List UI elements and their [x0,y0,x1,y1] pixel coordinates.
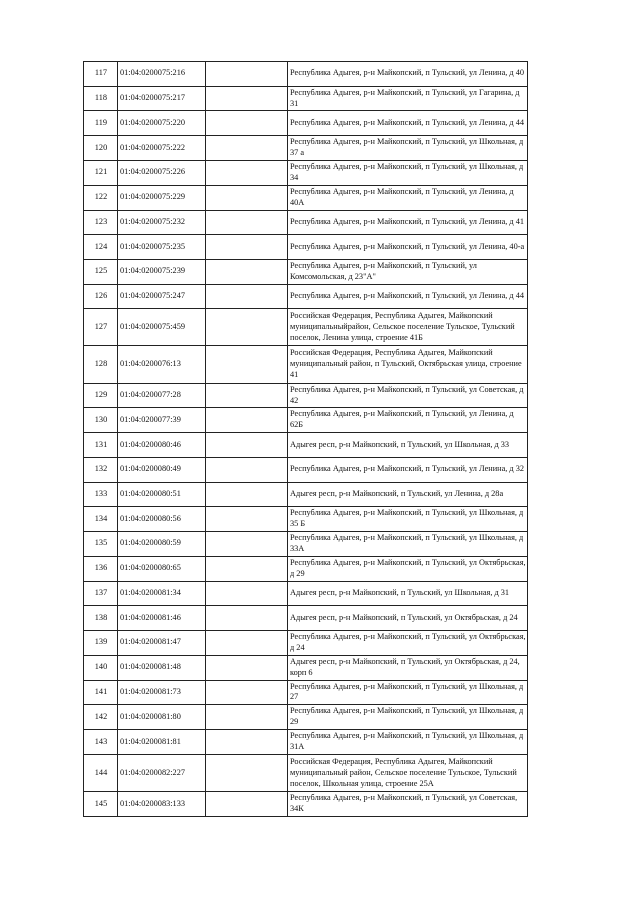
address-cell: Республика Адыгея, р-н Майкопский, п Тульский, ул Октябрьская, д 29 [288,556,528,581]
row-number-cell: 134 [84,507,118,532]
table-row [84,111,528,136]
table-row [84,433,528,458]
address-cell: Республика Адыгея, р-н Майкопский, п Тульский, ул Школьная, д 27 [288,680,528,705]
address-cell: Республика Адыгея, р-н Майкопский, п Тульский, ул Ленина, 40-а [288,235,528,260]
cadastral-number-cell: 01:04:0200075:220 [118,111,206,136]
address-cell: Республика Адыгея, р-н Майкопский, п Тульский, ул Школьная, д 37 а [288,136,528,161]
empty-cell [206,606,288,631]
empty-cell [206,383,288,408]
table-row [84,62,528,87]
cadastral-number-cell: 01:04:0200075:247 [118,284,206,309]
cadastral-number-cell: 01:04:0200082:227 [118,754,206,791]
empty-cell [206,309,288,346]
empty-cell [206,581,288,606]
cadastral-number-cell: 01:04:0200080:65 [118,556,206,581]
table-row [84,680,528,705]
cadastral-number-cell: 01:04:0200077:28 [118,383,206,408]
cadastral-number-cell: 01:04:0200075:222 [118,136,206,161]
address-cell: Республика Адыгея, р-н Майкопский, п Тульский, ул Ленина, д 62Б [288,408,528,433]
address-cell: Российская Федерация, Республика Адыгея, Майкопский муниципальный район, Сельское поселение Тульское, Тульский поселок, Школьная улица, строение 25А [288,754,528,791]
address-cell: Республика Адыгея, р-н Майкопский, п Тульский, ул Комсомольская, д 23"А" [288,259,528,284]
row-number-cell: 130 [84,408,118,433]
table-row [84,136,528,161]
row-number-cell: 125 [84,259,118,284]
row-number-cell: 136 [84,556,118,581]
row-number-cell: 128 [84,346,118,383]
table-row [84,235,528,260]
address-cell: Республика Адыгея, р-н Майкопский, п Тульский, ул Школьная, д 31А [288,730,528,755]
row-number-cell: 121 [84,160,118,185]
table-row [84,408,528,433]
table-row [84,346,528,383]
address-cell: Республика Адыгея, р-н Майкопский, п Тульский, ул Гагарина, д 31 [288,86,528,111]
registry-table-body [84,62,528,817]
empty-cell [206,111,288,136]
cadastral-number-cell: 01:04:0200075:216 [118,62,206,87]
row-number-cell: 140 [84,655,118,680]
cadastral-number-cell: 01:04:0200075:232 [118,210,206,235]
table-row [84,160,528,185]
row-number-cell: 126 [84,284,118,309]
address-cell: Российская Федерация, Республика Адыгея, Майкопский муниципальный район, п Тульский, Октябрьская улица, строение 41 [288,346,528,383]
table-row [84,185,528,210]
row-number-cell: 127 [84,309,118,346]
table-row [84,507,528,532]
address-cell: Адыгея респ, р-н Майкопский, п Тульский, ул Октябрьская, д 24, корп 6 [288,655,528,680]
empty-cell [206,556,288,581]
row-number-cell: 132 [84,457,118,482]
row-number-cell: 144 [84,754,118,791]
empty-cell [206,185,288,210]
table-row [84,482,528,507]
table-row [84,792,528,817]
row-number-cell: 119 [84,111,118,136]
empty-cell [206,630,288,655]
row-number-cell: 138 [84,606,118,631]
cadastral-number-cell: 01:04:0200083:133 [118,792,206,817]
cadastral-number-cell: 01:04:0200076:13 [118,346,206,383]
empty-cell [206,235,288,260]
cadastral-number-cell: 01:04:0200081:47 [118,630,206,655]
empty-cell [206,482,288,507]
table-row [84,754,528,791]
address-cell: Республика Адыгея, р-н Майкопский, п Тульский, ул Школьная, д 29 [288,705,528,730]
cadastral-number-cell: 01:04:0200081:81 [118,730,206,755]
empty-cell [206,259,288,284]
table-row [84,86,528,111]
table-row [84,606,528,631]
row-number-cell: 143 [84,730,118,755]
cadastral-number-cell: 01:04:0200080:59 [118,532,206,557]
table-row [84,284,528,309]
empty-cell [206,136,288,161]
address-cell: Республика Адыгея, р-н Майкопский, п Тульский, ул Ленина, д 44 [288,111,528,136]
address-cell: Республика Адыгея, р-н Майкопский, п Тульский, ул Советская, 34К [288,792,528,817]
row-number-cell: 124 [84,235,118,260]
address-cell: Республика Адыгея, р-н Майкопский, п Тульский, ул Ленина, д 32 [288,457,528,482]
row-number-cell: 145 [84,792,118,817]
row-number-cell: 139 [84,630,118,655]
cadastral-number-cell: 01:04:0200080:46 [118,433,206,458]
cadastral-number-cell: 01:04:0200075:235 [118,235,206,260]
row-number-cell: 137 [84,581,118,606]
empty-cell [206,210,288,235]
address-cell: Российская Федерация, Республика Адыгея, Майкопский муниципальныйрайон, Сельское поселение Тульское, Тульский поселок, Ленина улица, строение 41Б [288,309,528,346]
cadastral-number-cell: 01:04:0200080:56 [118,507,206,532]
row-number-cell: 122 [84,185,118,210]
cadastral-number-cell: 01:04:0200080:51 [118,482,206,507]
cadastral-number-cell: 01:04:0200075:239 [118,259,206,284]
cadastral-number-cell: 01:04:0200081:73 [118,680,206,705]
table-row [84,705,528,730]
cadastral-number-cell: 01:04:0200077:39 [118,408,206,433]
cadastral-number-cell: 01:04:0200075:459 [118,309,206,346]
empty-cell [206,730,288,755]
row-number-cell: 120 [84,136,118,161]
address-cell: Республика Адыгея, р-н Майкопский, п Тульский, ул Советская, д 42 [288,383,528,408]
address-cell: Республика Адыгея, р-н Майкопский, п Тульский, ул Ленина, д 40 [288,62,528,87]
cadastral-number-cell: 01:04:0200075:217 [118,86,206,111]
empty-cell [206,86,288,111]
land-registry-table [83,61,528,817]
cadastral-number-cell: 01:04:0200081:80 [118,705,206,730]
row-number-cell: 142 [84,705,118,730]
empty-cell [206,284,288,309]
cadastral-number-cell: 01:04:0200081:48 [118,655,206,680]
address-cell: Адыгея респ, р-н Майкопский, п Тульский, ул Школьная, д 33 [288,433,528,458]
address-cell: Адыгея респ, р-н Майкопский, п Тульский, ул Ленина, д 28а [288,482,528,507]
table-row [84,655,528,680]
address-cell: Республика Адыгея, р-н Майкопский, п Тульский, ул Ленина, д 40А [288,185,528,210]
empty-cell [206,433,288,458]
address-cell: Республика Адыгея, р-н Майкопский, п Тульский, ул Октябрьская, д 24 [288,630,528,655]
table-row [84,630,528,655]
table-row [84,259,528,284]
table-row [84,383,528,408]
row-number-cell: 135 [84,532,118,557]
table-row [84,730,528,755]
row-number-cell: 118 [84,86,118,111]
empty-cell [206,408,288,433]
address-cell: Республика Адыгея, р-н Майкопский, п Тульский, ул Ленина, д 41 [288,210,528,235]
address-cell: Адыгея респ, р-н Майкопский, п Тульский, ул Школьная, д 31 [288,581,528,606]
empty-cell [206,346,288,383]
cadastral-number-cell: 01:04:0200075:226 [118,160,206,185]
empty-cell [206,655,288,680]
empty-cell [206,680,288,705]
empty-cell [206,457,288,482]
table-row [84,532,528,557]
table-row [84,556,528,581]
row-number-cell: 141 [84,680,118,705]
table-row [84,210,528,235]
cadastral-number-cell: 01:04:0200081:46 [118,606,206,631]
empty-cell [206,532,288,557]
row-number-cell: 123 [84,210,118,235]
row-number-cell: 133 [84,482,118,507]
address-cell: Республика Адыгея, р-н Майкопский, п Тульский, ул Школьная, д 35 Б [288,507,528,532]
empty-cell [206,160,288,185]
row-number-cell: 129 [84,383,118,408]
empty-cell [206,792,288,817]
cadastral-number-cell: 01:04:0200075:229 [118,185,206,210]
address-cell: Республика Адыгея, р-н Майкопский, п Тульский, ул Школьная, д 34 [288,160,528,185]
cadastral-number-cell: 01:04:0200080:49 [118,457,206,482]
row-number-cell: 131 [84,433,118,458]
table-row [84,457,528,482]
table-row [84,581,528,606]
table-row [84,309,528,346]
row-number-cell: 117 [84,62,118,87]
address-cell: Республика Адыгея, р-н Майкопский, п Тульский, ул Ленина, д 44 [288,284,528,309]
empty-cell [206,754,288,791]
cadastral-number-cell: 01:04:0200081:34 [118,581,206,606]
empty-cell [206,62,288,87]
address-cell: Республика Адыгея, р-н Майкопский, п Тульский, ул Школьная, д 33А [288,532,528,557]
address-cell: Адыгея респ, р-н Майкопский, п Тульский, ул Октябрьская, д 24 [288,606,528,631]
empty-cell [206,507,288,532]
empty-cell [206,705,288,730]
